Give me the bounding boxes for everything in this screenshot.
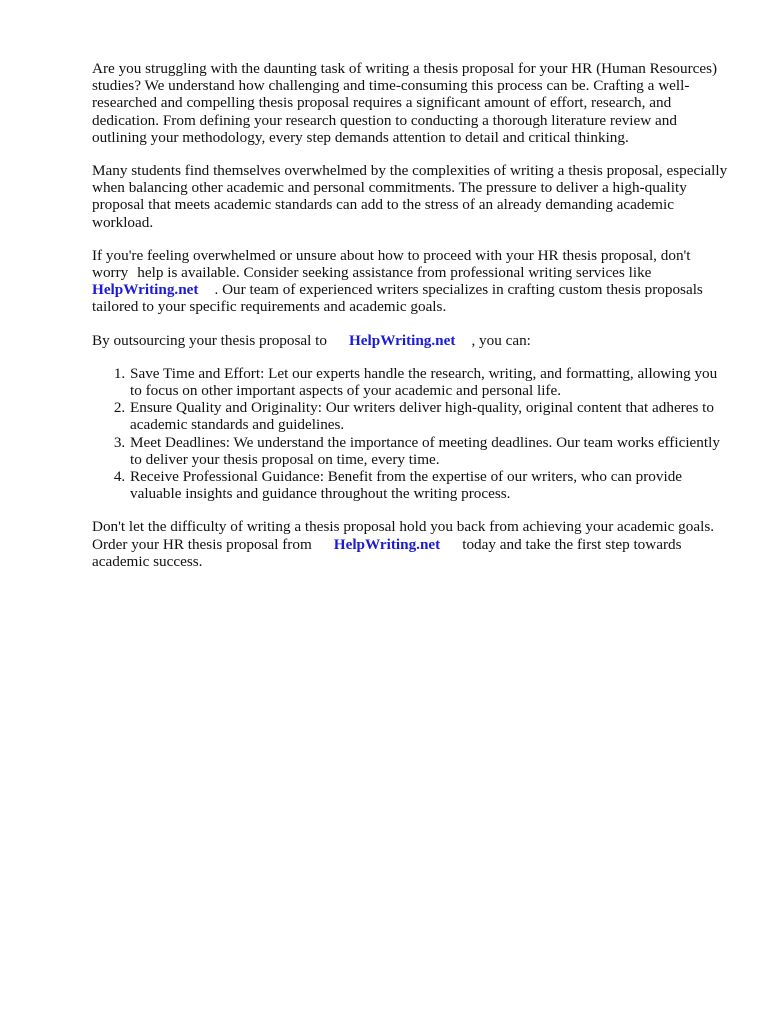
benefits-list [92, 365, 728, 503]
helpwriting-link-2[interactable]: HelpWriting.net [348, 331, 456, 349]
intro-paragraph: Are you struggling with the daunting task of writing a thesis proposal for your HR (Human Resources) studies? We understand how challenging and time-consuming this process can be. Crafting a well-researched and compelling thesis proposal requires a significant amount of effort, research, and dedication. From defining your research question to conducting a thorough literature review and outlining your methodology, every step demands attention to detail and critical thinking. [92, 60, 718, 146]
help-paragraph [92, 247, 728, 316]
closing-paragraph [92, 518, 728, 570]
help-text-end: . Our team of experienced writers specializes in crafting custom thesis proposals tailored to your specific requirements and academic goals. [92, 281, 703, 316]
outsourcing-paragraph [92, 332, 728, 349]
list-item: 1. Save Time and Effort: Let our experts handle the research, writing, and formatting, allowing you to focus on other important aspects of your academic and personal life. [129, 365, 728, 399]
list-item: 2. Ensure Quality and Originality: Our writers deliver high-quality, original content that adheres to academic standards and guidelines. [129, 399, 728, 433]
list-item: 3. Meet Deadlines: We understand the importance of meeting deadlines. Our team works efficiently to deliver your thesis proposal on time, every time. [129, 434, 728, 468]
helpwriting-link-1[interactable]: HelpWriting.net [92, 281, 199, 299]
outsourcing-text-end: , you can: [471, 331, 531, 349]
help-text-middle: help is available. Consider seeking assistance from professional writing services like [137, 264, 652, 282]
document-body [92, 60, 728, 586]
closing-text-end: today and take the first step towards academic success. [92, 535, 682, 570]
help-text-start: If you're feeling overwhelmed or unsure about how to proceed with your HR thesis proposal, don't worry [92, 246, 691, 282]
closing-text-start: Don't let the difficulty of writing a thesis proposal hold you back from achieving your academic goals. Order your HR thesis proposal from [92, 518, 715, 553]
overwhelmed-paragraph: Many students find themselves overwhelmed by the complexities of writing a thesis proposal, especially when balancing other academic and personal commitments. The pressure to deliver a high-quality proposal that meets academic standards can add to the stress of an already demanding academic workload. [92, 162, 728, 231]
list-item: 4. Receive Professional Guidance: Benefit from the expertise of our writers, who can provide valuable insights and guidance throughout the writing process. [129, 468, 728, 502]
helpwriting-link-3[interactable]: HelpWriting.net [333, 535, 441, 553]
outsourcing-text-start: By outsourcing your thesis proposal to [92, 331, 327, 349]
